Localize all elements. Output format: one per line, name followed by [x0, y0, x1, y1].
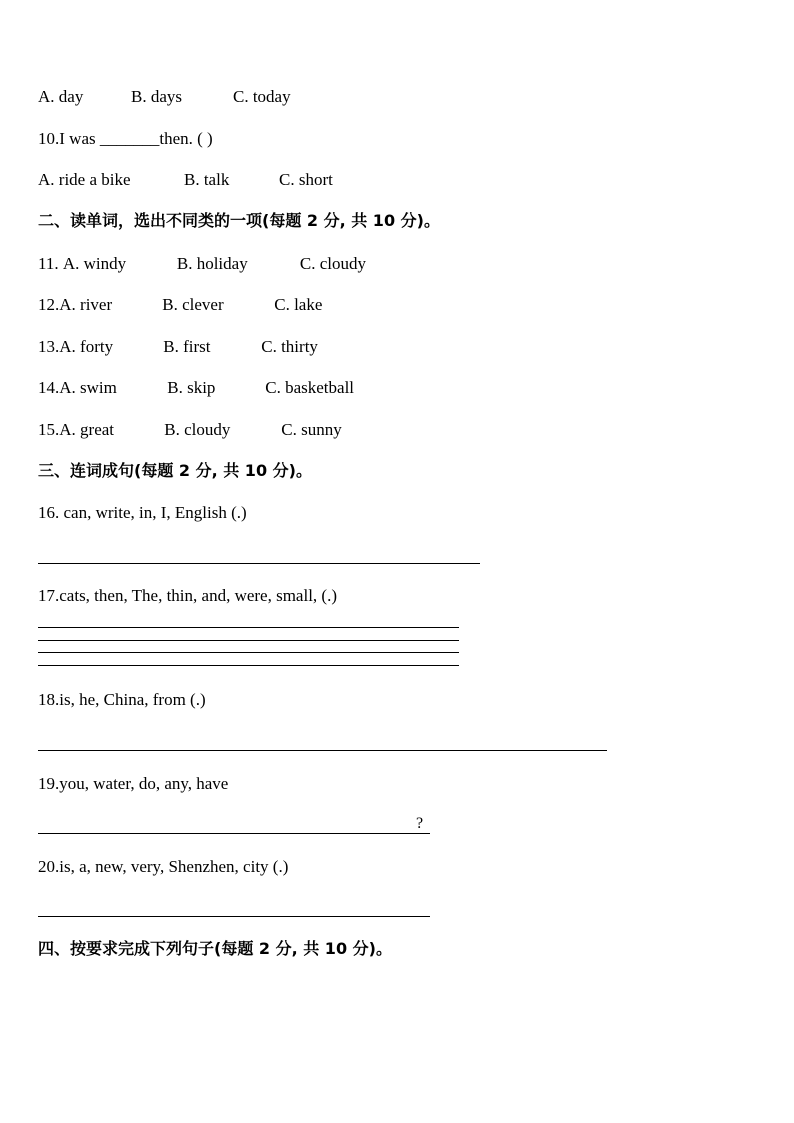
option-b: B. cloudy [164, 420, 231, 439]
option-c: C. thirty [261, 337, 318, 356]
answer-line [38, 652, 459, 653]
question-18: 18.is, he, China, from (.) [38, 690, 206, 709]
option-a: A. great [59, 420, 115, 439]
section-3-heading: 三、连词成句(每题 2 分, 共 10 分)。 [38, 461, 312, 480]
question-15 [38, 420, 342, 440]
section-4-heading: 四、按要求完成下列句子(每题 2 分, 共 10 分)。 [38, 939, 392, 958]
option-b: B. skip [167, 378, 216, 397]
question-16: 16. can, write, in, I, English (.) [38, 503, 247, 522]
option-b: B. holiday [176, 254, 248, 273]
option-b: B. first [163, 337, 211, 356]
answer-line [38, 833, 430, 834]
answer-line [38, 916, 430, 917]
answer-line [38, 640, 459, 641]
option-a: A. river [59, 295, 113, 314]
question-number: 15. [38, 420, 60, 439]
option-a: A. swim [59, 378, 117, 397]
option-c: C. basketball [265, 378, 355, 397]
option-a: A. day [38, 87, 84, 106]
question-mark: ? [416, 815, 424, 832]
option-b: B. talk [184, 170, 230, 189]
question-number: 14. [38, 378, 60, 397]
q10-options [38, 170, 333, 190]
answer-line [38, 750, 607, 751]
question-13 [38, 337, 318, 357]
option-a: A. ride a bike [38, 170, 131, 189]
question-12 [38, 295, 322, 315]
q10-stem: 10.I was _______then. ( ) [38, 129, 213, 148]
question-number: 13. [38, 337, 60, 356]
question-17: 17.cats, then, The, thin, and, were, small, (.) [38, 586, 337, 605]
option-b: B. clever [162, 295, 224, 314]
question-number: 11. [38, 254, 63, 273]
option-c: C. today [233, 87, 291, 106]
question-11 [38, 254, 366, 274]
question-number: 12. [38, 295, 60, 314]
answer-line [38, 665, 459, 666]
option-c: C. short [279, 170, 333, 189]
question-19: 19.you, water, do, any, have [38, 774, 229, 793]
answer-line [38, 563, 480, 564]
section-2-heading: 二、读单词，选出不同类的一项(每题 2 分, 共 10 分)。 [38, 211, 440, 230]
option-c: C. sunny [281, 420, 342, 439]
option-b: B. days [131, 87, 182, 106]
q9-options [38, 87, 291, 107]
option-a: A. forty [59, 337, 114, 356]
option-c: C. lake [274, 295, 323, 314]
option-a: A. windy [62, 254, 127, 273]
question-20: 20.is, a, new, very, Shenzhen, city (.) [38, 857, 289, 876]
answer-line [38, 627, 459, 628]
option-c: C. cloudy [299, 254, 366, 273]
question-14 [38, 378, 354, 398]
